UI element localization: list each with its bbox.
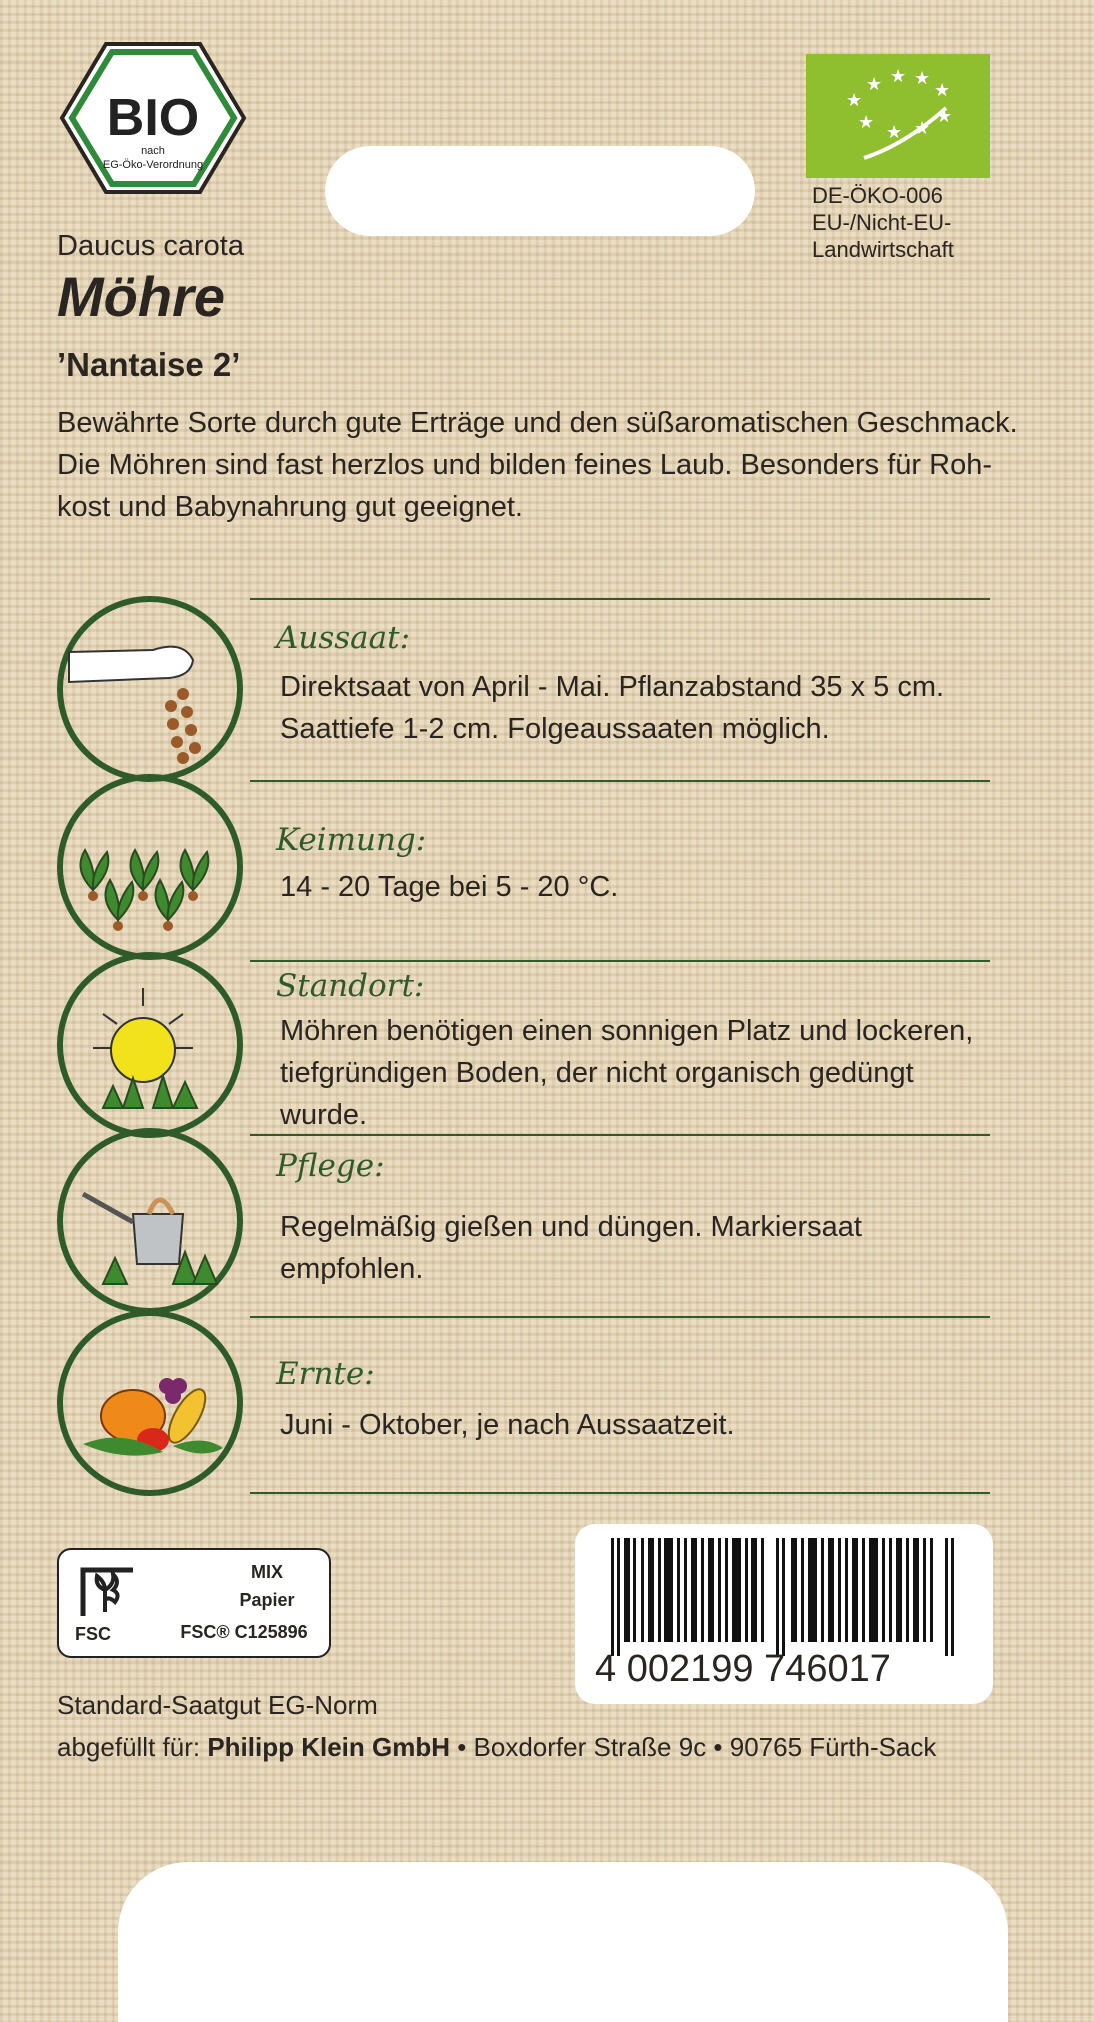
svg-text:★: ★ — [886, 122, 903, 142]
footer-company: Philipp Klein GmbH — [207, 1732, 450, 1762]
section-title-location: Standort: — [276, 968, 425, 1004]
section-line: Regelmäßig gießen und düngen. Markiersaat — [280, 1211, 862, 1243]
divider — [250, 780, 990, 782]
star-icon: ★ — [846, 90, 863, 110]
sun-icon — [57, 952, 243, 1138]
section-line: Saattiefe 1-2 cm. Folgeaussaaten möglich. — [280, 713, 830, 745]
sowing-hand-icon — [57, 596, 243, 782]
barcode — [575, 1524, 993, 1704]
section-title-harvest: Ernte: — [276, 1356, 375, 1392]
section-line: Möhren benötigen einen sonnigen Platz und lockeren, — [280, 1015, 974, 1047]
svg-text:★: ★ — [866, 74, 883, 94]
eu-code-line: DE-ÖKO-006 — [812, 183, 943, 208]
section-line: wurde. — [280, 1099, 368, 1131]
description-line: kost und Babynahrung gut geeignet. — [57, 491, 523, 523]
svg-text:★: ★ — [936, 106, 953, 126]
hang-hole-top — [325, 146, 755, 236]
eu-certification-code — [812, 182, 954, 263]
bio-logo-word: BIO — [106, 89, 200, 147]
section-text-harvest — [280, 1404, 1000, 1446]
description-line: Bewährte Sorte durch gute Erträge und den süßaromatischen Geschmack. — [57, 407, 1018, 439]
footer-prefix: abgefüllt für: — [57, 1732, 208, 1762]
bio-logo-line1: nach — [141, 145, 165, 157]
divider — [250, 1492, 990, 1494]
svg-text:★: ★ — [914, 68, 931, 88]
section-text-location — [280, 1010, 1000, 1136]
section-title-care: Pflege: — [276, 1148, 385, 1184]
svg-text:★: ★ — [934, 80, 951, 100]
svg-text:★: ★ — [858, 112, 875, 132]
product-description — [57, 402, 1057, 528]
divider — [250, 960, 990, 962]
footer-standard: Standard-Saatgut EG-Norm — [57, 1690, 378, 1720]
eu-code-line: Landwirtschaft — [812, 237, 954, 262]
eu-organic-leaf-logo — [806, 54, 990, 178]
svg-text:★: ★ — [890, 66, 907, 86]
section-line: Direktsaat von April - Mai. Pflanzabstand 35 x 5 cm. — [280, 671, 945, 703]
section-title-germination: Keimung: — [276, 822, 427, 858]
watering-can-icon — [57, 1128, 243, 1314]
footer-address — [57, 1732, 936, 1763]
window-cutout-bottom — [118, 1862, 1008, 2022]
fsc-paper: Papier — [239, 1590, 295, 1610]
variety-name: ’Nantaise 2’ — [57, 346, 241, 383]
section-text-germination — [280, 866, 1000, 908]
fsc-tree-icon — [73, 1560, 143, 1620]
section-title-sowing: Aussaat: — [276, 620, 411, 656]
barcode-bars — [611, 1538, 961, 1656]
footer-street: • Boxdorfer Straße 9c • 90765 Fürth-Sack — [449, 1732, 937, 1762]
bio-logo — [58, 40, 248, 201]
product-name: Möhre — [57, 265, 225, 328]
seedlings-icon — [57, 774, 243, 960]
eu-code-line: EU-/Nicht-EU- — [812, 210, 952, 235]
fsc-code: FSC® C125896 — [180, 1622, 308, 1642]
fsc-mix: MIX — [250, 1562, 283, 1582]
section-line: tiefgründigen Boden, der nicht organisch gedüngt — [280, 1057, 914, 1089]
section-line: 14 - 20 Tage bei 5 - 20 °C. — [280, 871, 619, 903]
barcode-number: 4 002199 746017 — [595, 1648, 891, 1690]
harvest-icon — [57, 1310, 243, 1496]
divider — [250, 1316, 990, 1318]
description-line: Die Möhren sind fast herzlos und bilden feines Laub. Besonders für Roh- — [57, 449, 992, 481]
section-text-care — [280, 1206, 1000, 1290]
section-text-sowing — [280, 666, 1000, 750]
species-name: Daucus carota — [57, 230, 244, 262]
fsc-word: FSC — [75, 1624, 111, 1644]
fsc-label — [57, 1548, 331, 1658]
divider — [250, 598, 990, 600]
bio-logo-line2: EG-Öko-Verordnung — [102, 159, 204, 171]
svg-text:★: ★ — [914, 118, 931, 138]
section-line: Juni - Oktober, je nach Aussaatzeit. — [280, 1409, 735, 1441]
section-line: empfohlen. — [280, 1253, 424, 1285]
